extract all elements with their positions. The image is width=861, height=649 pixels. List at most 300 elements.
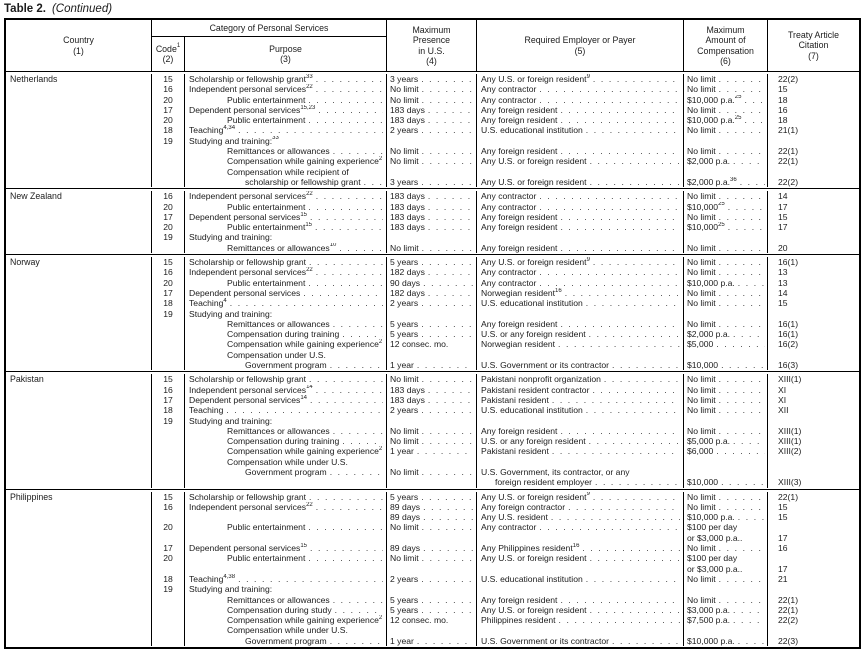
amount-cell (684, 125, 768, 135)
dot-leader (303, 288, 383, 298)
amount-cell (684, 74, 768, 84)
amount-cell (684, 457, 768, 467)
code-cell (152, 636, 185, 646)
dot-leader (560, 146, 680, 156)
table-row (6, 191, 859, 201)
table-row (6, 512, 859, 522)
cell-text: Any foreign resident (481, 115, 558, 126)
dot-leader (316, 502, 383, 512)
header-citation-number: (7) (808, 50, 819, 61)
presence-cell (387, 426, 477, 436)
amount-cell (684, 146, 768, 156)
code-cell (152, 502, 185, 512)
purpose-cell (185, 177, 387, 187)
dot-leader (593, 74, 680, 84)
cell-text: Netherlands (10, 74, 58, 84)
amount-cell (684, 615, 768, 625)
cell-text: 5 years (390, 594, 419, 605)
table-row (6, 146, 859, 156)
code-cell (152, 115, 185, 125)
citation-cell (768, 243, 859, 253)
dot-leader (417, 636, 473, 646)
header-amount-number: (6) (720, 56, 731, 66)
table-continued-label: (Continued) (51, 3, 113, 15)
cell-text: 89 days (390, 501, 421, 512)
presence-cell (387, 298, 477, 308)
country-section (6, 489, 859, 647)
dot-leader (719, 191, 765, 201)
dot-leader (595, 477, 680, 487)
purpose-cell (185, 156, 387, 166)
country-cell (6, 339, 152, 349)
amount-cell (684, 360, 768, 370)
cell-text: foreign resident employer (495, 477, 592, 488)
cell-text: Any U.S. or foreign resident (481, 176, 587, 187)
dot-leader (330, 636, 383, 646)
payer-cell (477, 426, 684, 436)
table-row (6, 329, 859, 339)
footnote-superscript: 2 (378, 339, 383, 346)
country-section (6, 188, 859, 254)
country-cell (6, 522, 152, 532)
code-cell (152, 512, 185, 522)
cell-text: 20 (163, 522, 173, 533)
citation-cell (768, 446, 859, 456)
payer-cell (477, 136, 684, 146)
country-cell (6, 298, 152, 308)
header-country-number: (1) (73, 45, 84, 56)
purpose-cell (185, 167, 387, 177)
table-row (6, 232, 859, 242)
table-row (6, 492, 859, 502)
citation-cell (768, 533, 859, 543)
header-presence-number: (4) (426, 56, 437, 66)
cell-text: Dependent personal services$^{15}$ (189, 543, 307, 554)
payer-cell (477, 125, 684, 135)
cell-text: Compensation while under U.S. (227, 456, 348, 467)
dot-leader (589, 329, 680, 339)
dot-leader (728, 222, 765, 232)
purpose-cell (185, 222, 387, 232)
citation-cell (768, 177, 859, 187)
country-cell (6, 477, 152, 487)
amount-cell (684, 191, 768, 201)
dot-leader (333, 426, 383, 436)
purpose-cell (185, 436, 387, 446)
table-row (6, 309, 859, 319)
purpose-cell (185, 426, 387, 436)
cell-text: No limit (687, 501, 716, 512)
dot-leader (308, 522, 383, 532)
cell-text: Compensation while gaining experience$^2$ (227, 446, 383, 457)
cell-text: Scholarship or fellowship grant (189, 257, 307, 268)
country-cell (6, 584, 152, 594)
country-cell (6, 191, 152, 201)
table-row (6, 278, 859, 288)
cell-text: Any foreign contractor (481, 501, 566, 512)
dot-leader (316, 267, 383, 277)
citation-cell (768, 625, 859, 635)
dot-leader (738, 636, 765, 646)
purpose-cell (185, 574, 387, 584)
citation-cell (768, 156, 859, 166)
dot-leader (417, 446, 473, 456)
table-row (6, 360, 859, 370)
presence-cell (387, 533, 477, 543)
cell-text: 15 (163, 257, 173, 268)
cell-text: Compensation during training (227, 436, 340, 447)
cell-text: Scholarship or fellowship grant (189, 374, 307, 385)
presence-cell (387, 115, 477, 125)
code-cell (152, 298, 185, 308)
cell-text: Independent personal services$^{22}$ (189, 191, 313, 202)
country-cell (6, 615, 152, 625)
table-row (6, 288, 859, 298)
dot-leader (744, 115, 765, 125)
cell-text: 12 consec. mo. (390, 339, 449, 350)
code-cell (152, 457, 185, 467)
amount-cell (684, 625, 768, 635)
cell-text: Public entertainment (227, 201, 306, 212)
payer-cell (477, 385, 684, 395)
payer-cell (477, 374, 684, 384)
code-cell (152, 257, 185, 267)
code-cell (152, 278, 185, 288)
dot-leader (582, 543, 680, 553)
amount-cell (684, 395, 768, 405)
amount-cell (684, 288, 768, 298)
code-cell (152, 436, 185, 446)
presence-cell (387, 95, 477, 105)
presence-cell (387, 395, 477, 405)
dot-leader (539, 278, 680, 288)
code-cell (152, 339, 185, 349)
cell-text: 13 (778, 267, 788, 278)
dot-leader (422, 374, 473, 384)
cell-text: 22(1) (778, 156, 799, 167)
payer-cell (477, 522, 684, 532)
dot-leader (310, 395, 383, 405)
dot-leader (309, 257, 383, 267)
cell-text: 182 days (390, 287, 425, 298)
purpose-cell (185, 232, 387, 242)
cell-text: 15 (163, 74, 173, 84)
purpose-cell (185, 467, 387, 477)
cell-text: 16 (163, 501, 173, 512)
payer-cell (477, 319, 684, 329)
table-row (6, 446, 859, 456)
footnote-superscript: 15 (300, 543, 307, 549)
cell-text: Government program (245, 360, 327, 371)
citation-cell (768, 564, 859, 574)
citation-cell (768, 492, 859, 502)
cell-text: $10,000$^{25}$ (687, 222, 725, 233)
dot-leader (728, 202, 765, 212)
cell-text: No limit (687, 405, 716, 416)
presence-cell (387, 522, 477, 532)
payer-cell (477, 115, 684, 125)
cell-text: Compensation during training (227, 329, 340, 340)
dot-leader (421, 298, 473, 308)
presence-cell (387, 446, 477, 456)
code-cell (152, 477, 185, 487)
dot-leader (421, 405, 473, 415)
presence-cell (387, 319, 477, 329)
cell-text: $10,000$^{25}$ (687, 201, 725, 212)
dot-leader (604, 374, 680, 384)
cell-text: Teaching$^4$ (189, 298, 227, 309)
presence-cell (387, 543, 477, 553)
dot-leader (333, 319, 383, 329)
purpose-cell (185, 84, 387, 94)
table-row (6, 385, 859, 395)
dot-leader (560, 222, 680, 232)
amount-cell (684, 212, 768, 222)
table-row (6, 477, 859, 487)
presence-cell (387, 84, 477, 94)
payer-cell (477, 636, 684, 646)
cell-text: Teaching (189, 405, 224, 416)
amount-cell (684, 95, 768, 105)
cell-text: 15 (778, 298, 788, 309)
cell-text: 3 years (390, 74, 419, 84)
payer-cell (477, 146, 684, 156)
dot-leader (589, 436, 680, 446)
header-amount-line: Compensation (697, 45, 754, 56)
country-cell (6, 329, 152, 339)
header-presence (387, 20, 477, 71)
amount-cell (684, 329, 768, 339)
country-cell (6, 74, 152, 84)
dot-leader (560, 115, 680, 125)
purpose-cell (185, 636, 387, 646)
payer-cell (477, 232, 684, 242)
cell-text: XI (778, 394, 787, 405)
code-cell (152, 564, 185, 574)
cell-text: 2 years (390, 405, 419, 416)
table-row (6, 167, 859, 177)
cell-text: Remittances or allowances$^{10}$ (227, 242, 337, 253)
dot-leader (719, 385, 765, 395)
dot-leader (721, 477, 765, 487)
presence-cell (387, 146, 477, 156)
payer-cell (477, 584, 684, 594)
cell-text: No limit (390, 553, 419, 564)
citation-cell (768, 395, 859, 405)
cell-text: 16(2) (778, 339, 799, 350)
dot-leader (422, 243, 473, 253)
presence-cell (387, 167, 477, 177)
citation-cell (768, 95, 859, 105)
cell-text: or $3,000 p.a.. (687, 563, 743, 574)
country-cell (6, 167, 152, 177)
table-row (6, 74, 859, 84)
cell-text: 183 days (390, 222, 425, 233)
table-row (6, 574, 859, 584)
purpose-cell (185, 267, 387, 277)
citation-cell (768, 339, 859, 349)
cell-text: Any U.S. or foreign resident$^9$ (481, 257, 590, 268)
presence-cell (387, 512, 477, 522)
cell-text: No limit (687, 318, 716, 329)
dot-leader (719, 74, 765, 84)
dot-leader (422, 522, 473, 532)
amount-cell (684, 595, 768, 605)
dot-leader (719, 374, 765, 384)
cell-text: 16 (163, 191, 173, 202)
table-row (6, 105, 859, 115)
cell-text: Any U.S. or foreign resident (481, 604, 587, 615)
dot-leader (417, 360, 473, 370)
code-cell (152, 105, 185, 115)
presence-cell (387, 329, 477, 339)
purpose-cell (185, 243, 387, 253)
payer-cell (477, 156, 684, 166)
header-code (152, 37, 185, 71)
citation-cell (768, 278, 859, 288)
purpose-cell (185, 350, 387, 360)
cell-text: 89 days (390, 512, 421, 523)
dot-leader (716, 446, 765, 456)
cell-text: Any U.S. or foreign resident (481, 156, 587, 167)
cell-text: $10,000 (687, 360, 719, 371)
amount-cell (684, 374, 768, 384)
dot-leader (716, 339, 765, 349)
dot-leader (719, 125, 765, 135)
table-row (6, 584, 859, 594)
code-cell (152, 350, 185, 360)
cell-text: 183 days (390, 104, 425, 115)
amount-cell (684, 167, 768, 177)
cell-text: Any contractor (481, 191, 537, 202)
amount-cell (684, 115, 768, 125)
header-code-label (152, 44, 184, 55)
cell-text: Any foreign resident (481, 146, 558, 157)
purpose-cell (185, 74, 387, 84)
purpose-cell (185, 319, 387, 329)
country-cell (6, 232, 152, 242)
citation-cell (768, 257, 859, 267)
cell-text: 18 (778, 115, 788, 126)
cell-text: Dependent personal services$^{15,23}$ (189, 104, 316, 115)
cell-text: Pakistan (10, 374, 44, 385)
dot-leader (421, 319, 473, 329)
cell-text: No limit (687, 146, 716, 157)
dot-leader (733, 329, 765, 339)
table-row (6, 374, 859, 384)
payer-cell (477, 395, 684, 405)
dot-leader (551, 512, 680, 522)
code-cell (152, 84, 185, 94)
presence-cell (387, 350, 477, 360)
dot-leader (539, 522, 680, 532)
cell-text: 20 (163, 94, 173, 105)
cell-text: 22(2) (778, 615, 799, 626)
payer-cell (477, 477, 684, 487)
cell-text: 18 (163, 573, 173, 584)
cell-text: Independent personal services$^{22}$ (189, 501, 313, 512)
dot-leader (738, 512, 765, 522)
citation-cell (768, 574, 859, 584)
dot-leader (593, 492, 680, 502)
dot-leader (422, 146, 473, 156)
citation-cell (768, 329, 859, 339)
cell-text: 18 (163, 405, 173, 416)
country-cell (6, 533, 152, 543)
table-row (6, 257, 859, 267)
citation-cell (768, 477, 859, 487)
dot-leader (593, 257, 680, 267)
cell-text: Compensation while under U.S. (227, 625, 348, 636)
dot-leader (428, 385, 473, 395)
presence-cell (387, 243, 477, 253)
cell-text: Philippines (10, 491, 53, 502)
country-section (6, 371, 859, 488)
dot-leader (330, 360, 383, 370)
citation-cell (768, 105, 859, 115)
payer-cell (477, 202, 684, 212)
cell-text: Pakistani resident (481, 446, 549, 457)
code-cell (152, 426, 185, 436)
cell-text: Scholarship or fellowship grant (189, 491, 307, 502)
code-cell (152, 243, 185, 253)
dot-leader (308, 115, 383, 125)
citation-cell (768, 543, 859, 553)
cell-text: 22(1) (778, 604, 799, 615)
dot-leader (719, 426, 765, 436)
amount-cell (684, 426, 768, 436)
presence-cell (387, 502, 477, 512)
dot-leader (422, 84, 473, 94)
payer-cell (477, 212, 684, 222)
country-cell (6, 105, 152, 115)
country-cell (6, 156, 152, 166)
dot-leader (333, 595, 383, 605)
cell-text: $10,000 (687, 477, 719, 488)
cell-text: 16 (163, 84, 173, 95)
dot-leader (308, 95, 383, 105)
citation-cell (768, 267, 859, 277)
dot-leader (719, 492, 765, 502)
cell-text: 1 year (390, 635, 414, 646)
payer-cell (477, 564, 684, 574)
cell-text: Pakistani resident contractor (481, 384, 590, 395)
cell-text: Studying and training: (189, 308, 273, 319)
presence-cell (387, 288, 477, 298)
dot-leader (719, 574, 765, 584)
citation-cell (768, 202, 859, 212)
cell-text: Any contractor (481, 522, 537, 533)
country-cell (6, 564, 152, 574)
cell-text: U.S. or any foreign resident (481, 436, 586, 447)
cell-text: 17 (163, 543, 173, 554)
citation-cell (768, 136, 859, 146)
cell-text: 90 days (390, 277, 421, 288)
payer-cell (477, 467, 684, 477)
cell-text: 183 days (390, 211, 425, 222)
country-cell (6, 467, 152, 477)
cell-text: 17 (163, 287, 173, 298)
country-section (6, 254, 859, 371)
cell-text: No limit (687, 84, 716, 95)
dot-leader (719, 405, 765, 415)
cell-text: No limit (390, 94, 419, 105)
footnote-superscript: 25 (718, 201, 725, 208)
cell-text: 15 (778, 501, 788, 512)
header-citation-line: Treaty Article (787, 29, 839, 40)
dot-leader (422, 156, 473, 166)
code-cell (152, 492, 185, 502)
